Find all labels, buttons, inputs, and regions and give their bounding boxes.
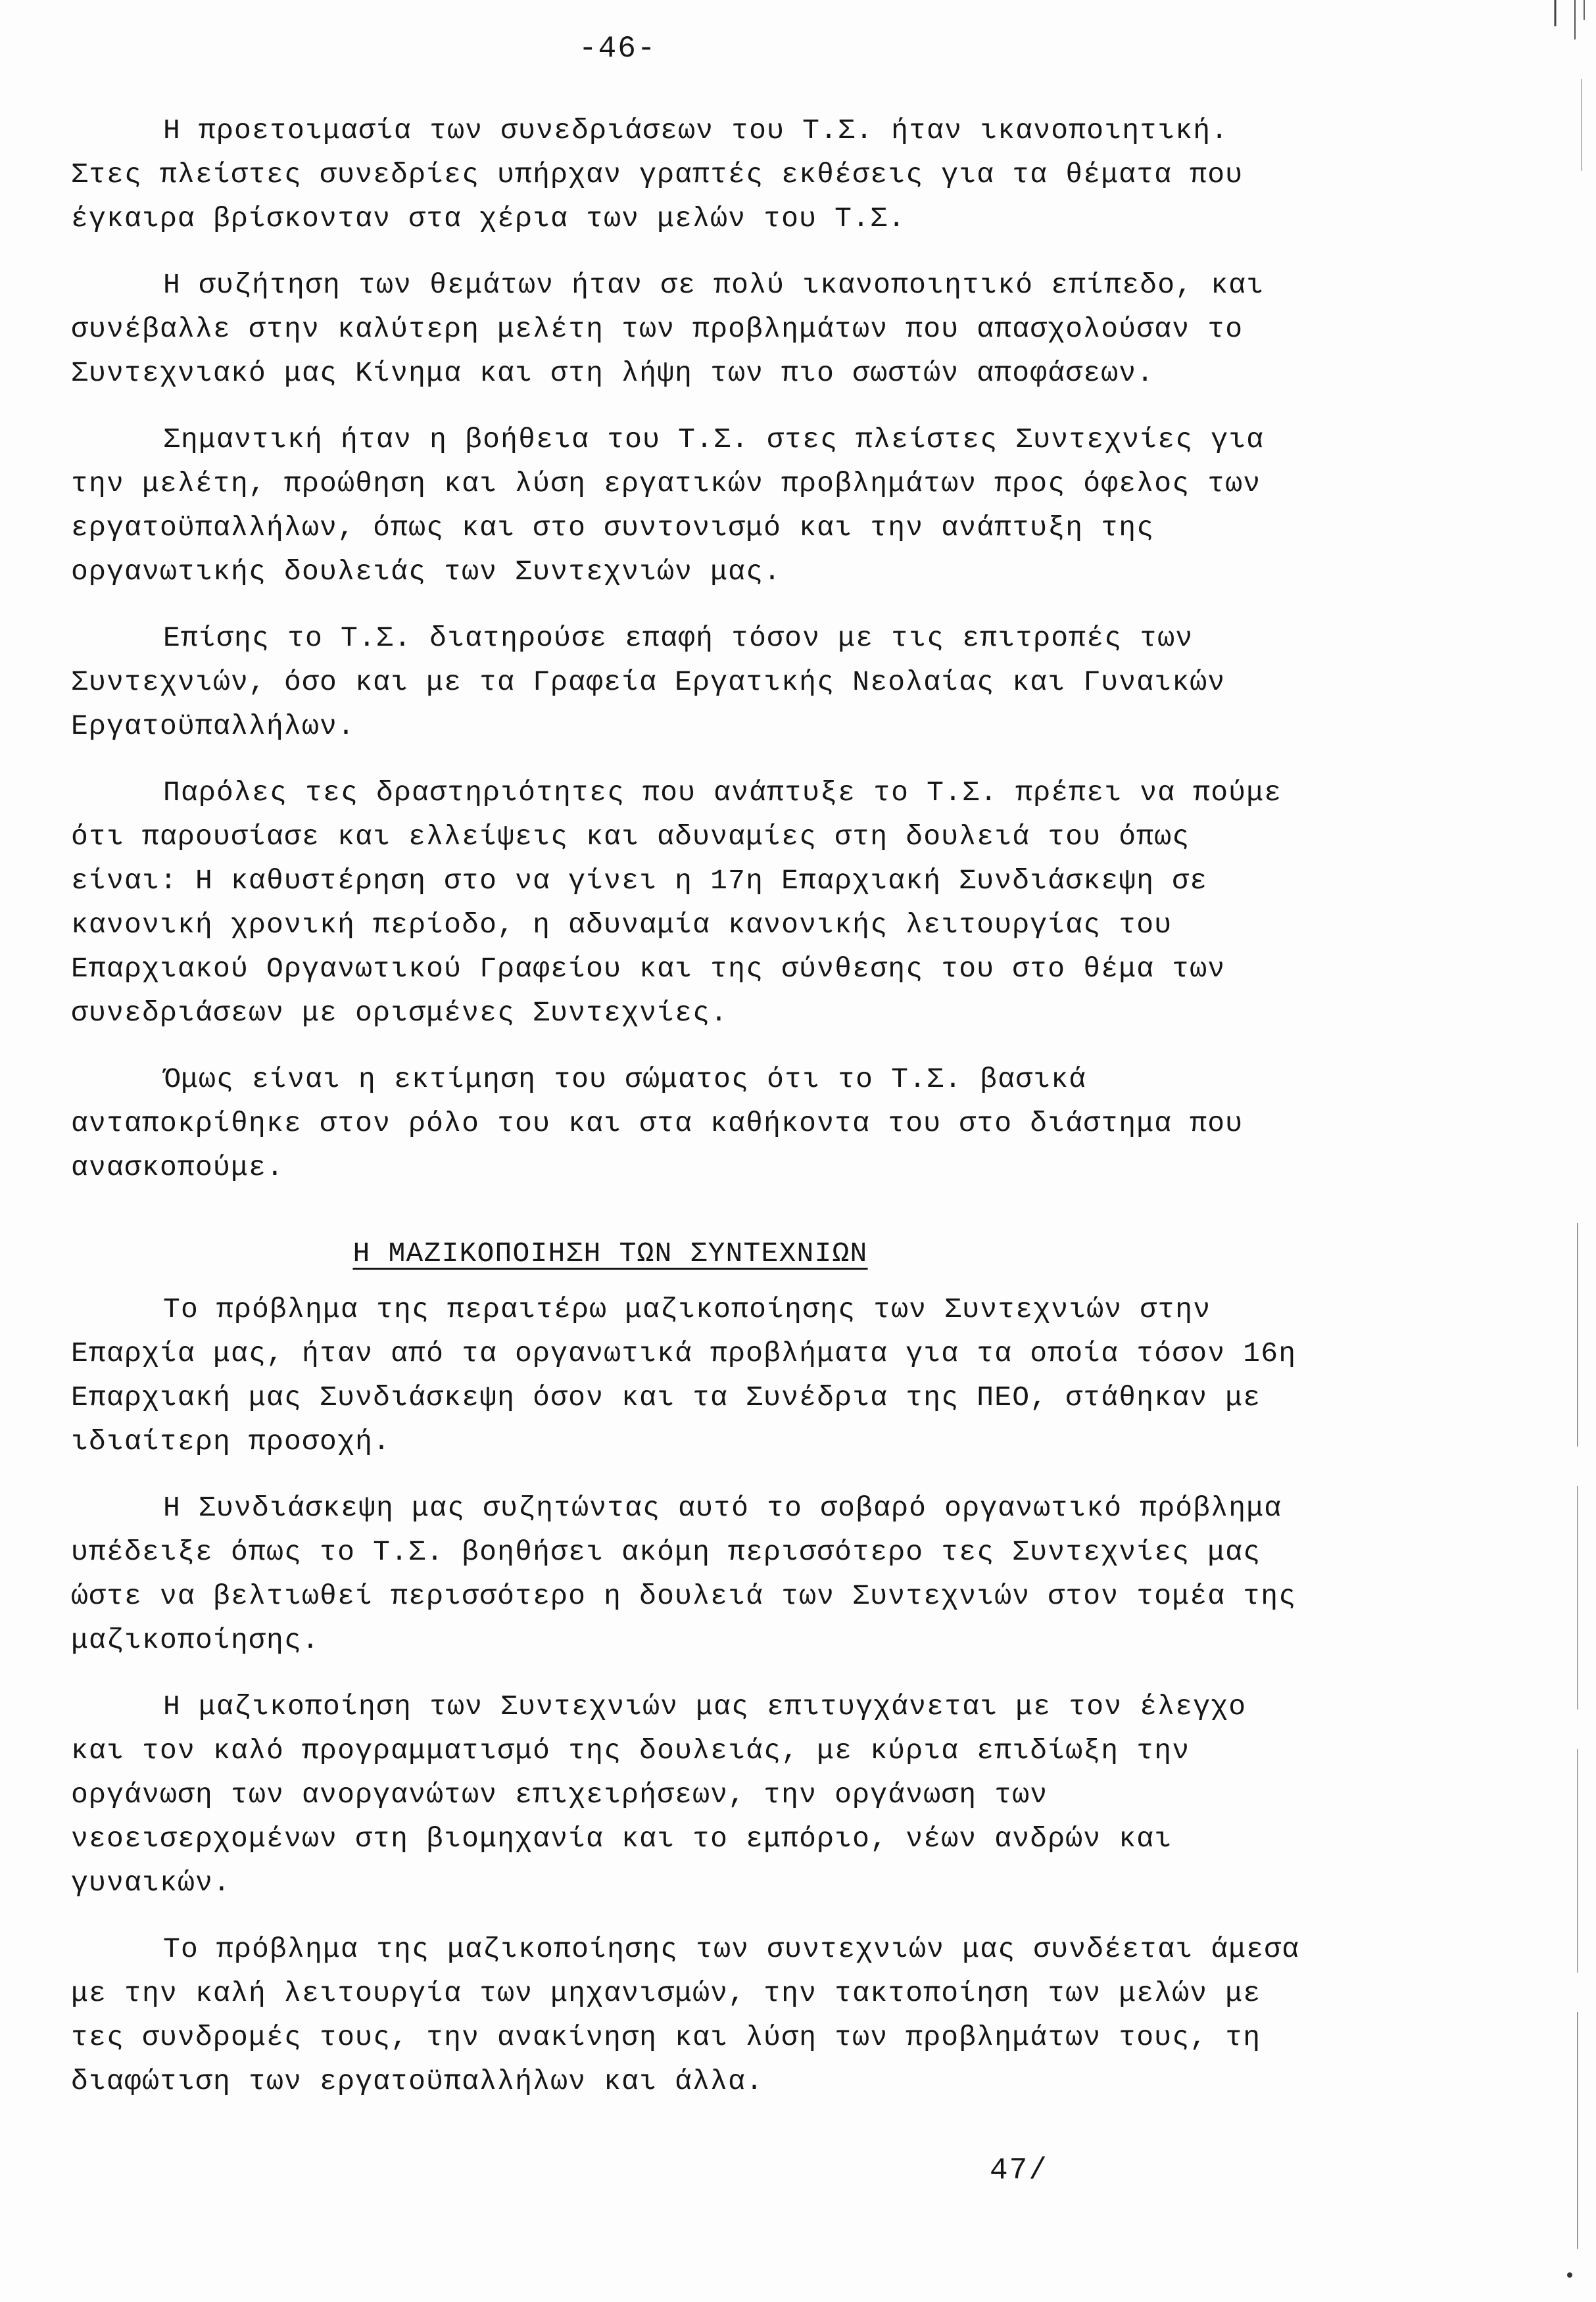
paragraph-8: Η Συνδιάσκεψη μας συζητώντας αυτό το σοβαρό οργανωτικό πρόβλημα υπέδειξε όπως το Τ.Σ. βοηθήσει ακόμη περισσότερο τες Συντεχνίες μας ώστε να βελτιωθεί περισσότερο η δουλειά των Συντεχνιών στον τομέα της μαζικοποίησης. — [71, 1492, 1297, 1656]
section-heading-wrap — [71, 1232, 1149, 1276]
section-heading: Η ΜΑΖΙΚΟΠΟΙΗΣΗ ΤΩΝ ΣΥΝΤΕΧΝΙΩΝ — [352, 1237, 868, 1270]
paragraph-7: Το πρόβλημα της περαιτέρω μαζικοποίησης των Συντεχνιών στην Επαρχία μας, ήταν από τα οργανωτικά προβλήματα για τα οποία τόσον 16η Επαρχιακή μας Συνδιάσκεψη όσον και τα Συνέδρια της ΠΕΟ, στάθηκαν με ιδιαίτερη προσοχή. — [71, 1293, 1297, 1458]
paragraph-10: Το πρόβλημα της μαζικοποίησης των συντεχνιών μας συνδέεται άμεσα με την καλή λειτουργία των μηχανισμών, την τακτοποίηση των μελών με τες συνδρομές τους, την ανακίνηση και λύση των προβλημάτων τους, τη διαφώτιση των εργατοϋπαλλήλων και άλλα. — [71, 1933, 1300, 2098]
paragraph-2: Η συζήτηση των θεμάτων ήταν σε πολύ ικανοποιητικό επίπεδο, και συνέβαλλε στην καλύτερη μελέτη των προβλημάτων που απασχολούσαν το Συντεχνιακό μας Κίνημα και στη λήψη των πιο σωστών αποφάσεων. — [71, 269, 1265, 389]
paragraph-4: Επίσης το Τ.Σ. διατηρούσε επαφή τόσον με τις επιτροπές των Συντεχνιών, όσο και με τα Γραφεία Εργατικής Νεολαίας και Γυναικών Εργατοϋπαλλήλων. — [71, 622, 1226, 742]
body-text — [71, 108, 1307, 2126]
paragraph-3: Σημαντική ήταν η βοήθεια του Τ.Σ. στες πλείστες Συντεχνίες για την μελέτη, προώθηση και λύση εργατικών προβλημάτων προς όφελος των εργατοϋπαλλήλων, όπως και στο συντονισμό και την ανάπτυξη της οργανωτικής δουλειάς των Συντεχνιών μας. — [71, 423, 1265, 588]
scan-edge-artifacts — [1543, 0, 1596, 2302]
continuation-marker: 47/ — [990, 2153, 1048, 2188]
paragraph-5: Παρόλες τες δραστηριότητες που ανάπτυξε το Τ.Σ. πρέπει να πούμε ότι παρουσίασε και ελλείψεις και αδυναμίες στη δουλειά του όπως είναι: Η καθυστέρηση στο να γίνει η 17η Επαρχιακή Συνδιάσκεψη σε κανονική χρονική περίοδο, η αδυναμία κανονικής λειτουργίας του Επαρχιακού Οργανωτικού Γραφείου και της σύνθεσης του στο θέμα των συνεδριάσεων με ορισμένες Συντεχνίες. — [71, 777, 1282, 1029]
paragraph-9: Η μαζικοποίηση των Συντεχνιών μας επιτυγχάνεται με τον έλεγχο και τον καλό προγραμματισμό της δουλειάς, με κύρια επιδίωξη την οργάνωση των ανοργανώτων επιχειρήσεων, την οργάνωση των νεοεισερχομένων στη βιομηχανία και το εμπόριο, νέων ανδρών και γυναικών. — [71, 1691, 1247, 1899]
page-number: -46- — [579, 32, 657, 66]
paragraph-6: Όμως είναι η εκτίμηση του σώματος ότι το Τ.Σ. βασικά ανταποκρίθηκε στον ρόλο του και στα καθήκοντα του στο διάστημα που ανασκοπούμε. — [71, 1063, 1244, 1184]
paragraph-1: Η προετοιμασία των συνεδριάσεων του Τ.Σ. ήταν ικανοποιητική. Στες πλείστες συνεδρίες υπήρχαν γραπτές εκθέσεις για τα θέματα που έγκαιρα βρίσκονταν στα χέρια των μελών του Τ.Σ. — [71, 114, 1244, 235]
